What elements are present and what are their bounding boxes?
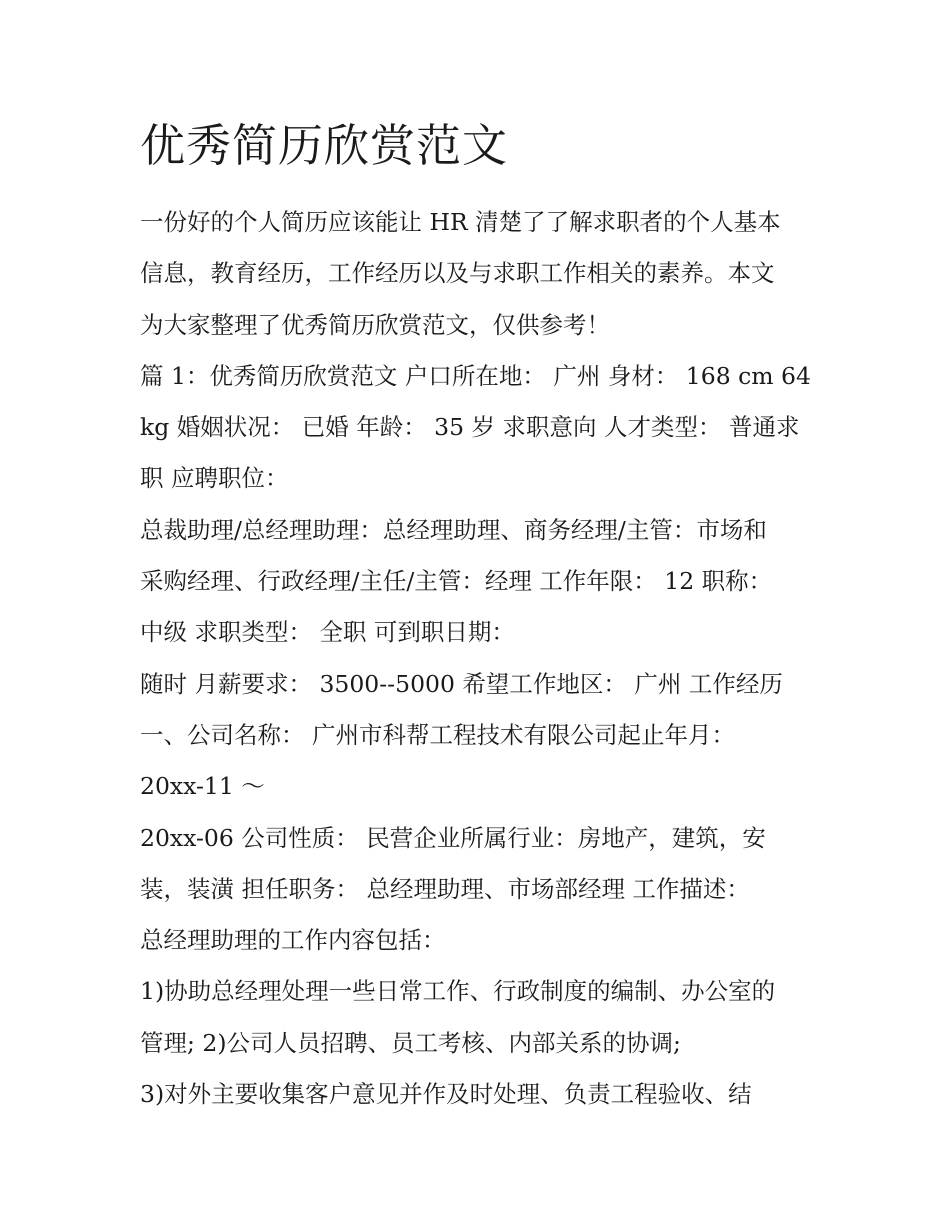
body-line: 一份好的个人简历应该能让 HR 清楚了了解求职者的个人基本 [140, 208, 781, 236]
body-line: 一、公司名称： 广州市科帮工程技术有限公司起止年月： [140, 720, 735, 749]
body-line: 篇 1：优秀简历欣赏范文 户口所在地： 广州 身材： 168 cm 64 [140, 361, 811, 390]
body-line: 装，装潢 担任职务： 总经理助理、市场部经理 工作描述： [140, 874, 750, 903]
body-line: 总经理助理的工作内容包括： [140, 926, 446, 955]
body-line: 管理; 2)公司人员招聘、员工考核、内部关系的协调; [140, 1028, 681, 1057]
body-line: 20xx-11 ～ [140, 772, 265, 801]
body-line: 随时 月薪要求： 3500--5000 希望工作地区： 广州 工作经历 [140, 669, 783, 698]
body-line: 为大家整理了优秀简历欣赏范文，仅供参考！ [140, 310, 610, 339]
body-line: 职 应聘职位： [140, 464, 289, 493]
body-line: 20xx-06 公司性质： 民营企业所属行业：房地产，建筑，安 [140, 823, 766, 852]
document-body [140, 197, 820, 1120]
body-line: 3)对外主要收集客户意见并作及时处理、负责工程验收、结 [140, 1080, 752, 1109]
document-title: 优秀简历欣赏范文 [140, 119, 509, 172]
body-line: 采购经理、行政经理/主任/主管：经理 工作年限： 12 职称： [140, 567, 773, 596]
body-line: 总裁助理/总经理助理：总经理助理、商务经理/主管：市场和 [140, 515, 767, 544]
body-line: kg 婚姻状况： 已婚 年龄： 35 岁 求职意向 人才类型： 普通求 [140, 413, 800, 442]
body-line: 1)协助总经理处理一些日常工作、行政制度的编制、办公室的 [140, 977, 776, 1006]
body-line: 中级 求职类型： 全职 可到职日期： [140, 618, 515, 647]
body-line: 信息，教育经历，工作经历以及与求职工作相关的素养。本文 [140, 259, 775, 288]
